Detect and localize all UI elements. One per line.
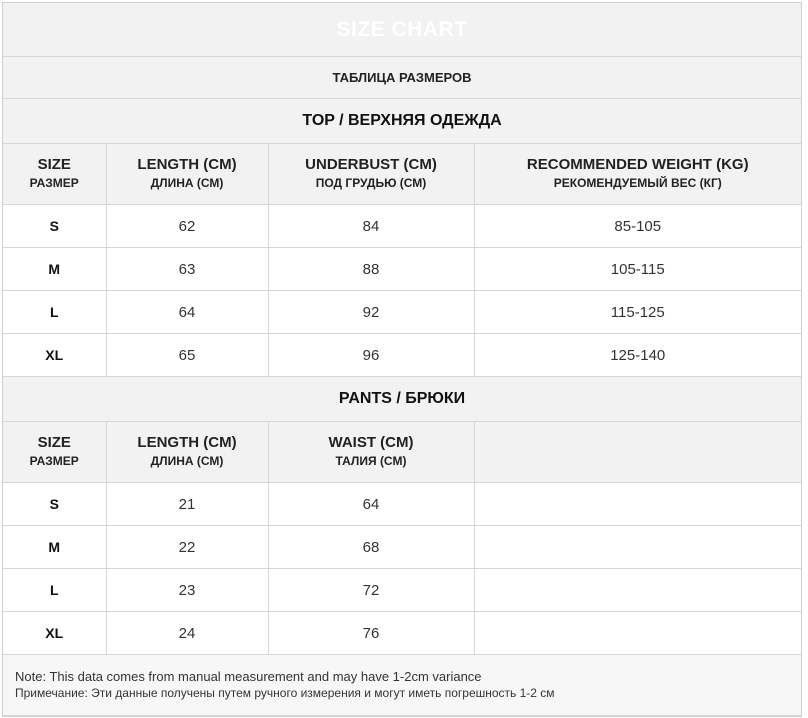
- length-cell: 24: [106, 612, 268, 655]
- size-cell: M: [3, 248, 106, 291]
- length-cell: 22: [106, 526, 268, 569]
- subtitle-row: [3, 57, 801, 99]
- size-cell: S: [3, 205, 106, 248]
- waist-cell: 68: [268, 526, 474, 569]
- size-cell: S: [3, 483, 106, 526]
- length-cell: 65: [106, 334, 268, 377]
- weight-cell: 115-125: [474, 291, 801, 334]
- table-row: [3, 248, 801, 291]
- length-cell: 63: [106, 248, 268, 291]
- waist-cell: 64: [268, 483, 474, 526]
- underbust-cell: 84: [268, 205, 474, 248]
- top-header-row: [3, 144, 801, 205]
- pants-section-row: [3, 377, 801, 422]
- top-col-weight: RECOMMENDED WEIGHT (KG) РЕКОМЕНДУЕМЫЙ ВЕС (КГ): [474, 144, 801, 205]
- waist-cell: 72: [268, 569, 474, 612]
- top-col-underbust: UNDERBUST (CM) ПОД ГРУДЬЮ (СМ): [268, 144, 474, 205]
- top-section-heading: TOP / ВЕРХНЯЯ ОДЕЖДА: [3, 99, 801, 144]
- table-row: [3, 334, 801, 377]
- empty-cell: [474, 526, 801, 569]
- pants-col-waist: WAIST (CM) ТАЛИЯ (СМ): [268, 422, 474, 483]
- pants-col-length: LENGTH (CM) ДЛИНА (СМ): [106, 422, 268, 483]
- title-row: [3, 3, 801, 57]
- size-chart-table: [3, 3, 801, 716]
- table-row: [3, 526, 801, 569]
- pants-header-row: [3, 422, 801, 483]
- underbust-cell: 96: [268, 334, 474, 377]
- chart-title: SIZE CHART: [3, 3, 801, 57]
- size-cell: XL: [3, 612, 106, 655]
- weight-cell: 125-140: [474, 334, 801, 377]
- length-cell: 64: [106, 291, 268, 334]
- length-cell: 23: [106, 569, 268, 612]
- empty-cell: [474, 569, 801, 612]
- pants-col-empty: [474, 422, 801, 483]
- empty-cell: [474, 483, 801, 526]
- weight-cell: 105-115: [474, 248, 801, 291]
- weight-cell: 85-105: [474, 205, 801, 248]
- pants-col-size: SIZE РАЗМЕР: [3, 422, 106, 483]
- underbust-cell: 88: [268, 248, 474, 291]
- table-row: [3, 291, 801, 334]
- top-col-size: SIZE РАЗМЕР: [3, 144, 106, 205]
- table-row: [3, 569, 801, 612]
- note-row: [3, 655, 801, 716]
- size-cell: M: [3, 526, 106, 569]
- empty-cell: [474, 612, 801, 655]
- table-row: [3, 612, 801, 655]
- top-section-row: [3, 99, 801, 144]
- note-en: Note: This data comes from manual measurement and may have 1-2cm variance: [15, 669, 482, 684]
- size-chart: [2, 2, 802, 717]
- size-cell: L: [3, 569, 106, 612]
- top-col-length: LENGTH (CM) ДЛИНА (СМ): [106, 144, 268, 205]
- size-cell: L: [3, 291, 106, 334]
- length-cell: 62: [106, 205, 268, 248]
- note-cell: [3, 655, 801, 716]
- pants-section-heading: PANTS / БРЮКИ: [3, 377, 801, 422]
- chart-subtitle: ТАБЛИЦА РАЗМЕРОВ: [3, 57, 801, 99]
- note-ru: Примечание: Эти данные получены путем ручного измерения и могут иметь погрешность 1-2 см: [15, 686, 555, 700]
- table-row: [3, 483, 801, 526]
- size-cell: XL: [3, 334, 106, 377]
- underbust-cell: 92: [268, 291, 474, 334]
- waist-cell: 76: [268, 612, 474, 655]
- length-cell: 21: [106, 483, 268, 526]
- table-row: [3, 205, 801, 248]
